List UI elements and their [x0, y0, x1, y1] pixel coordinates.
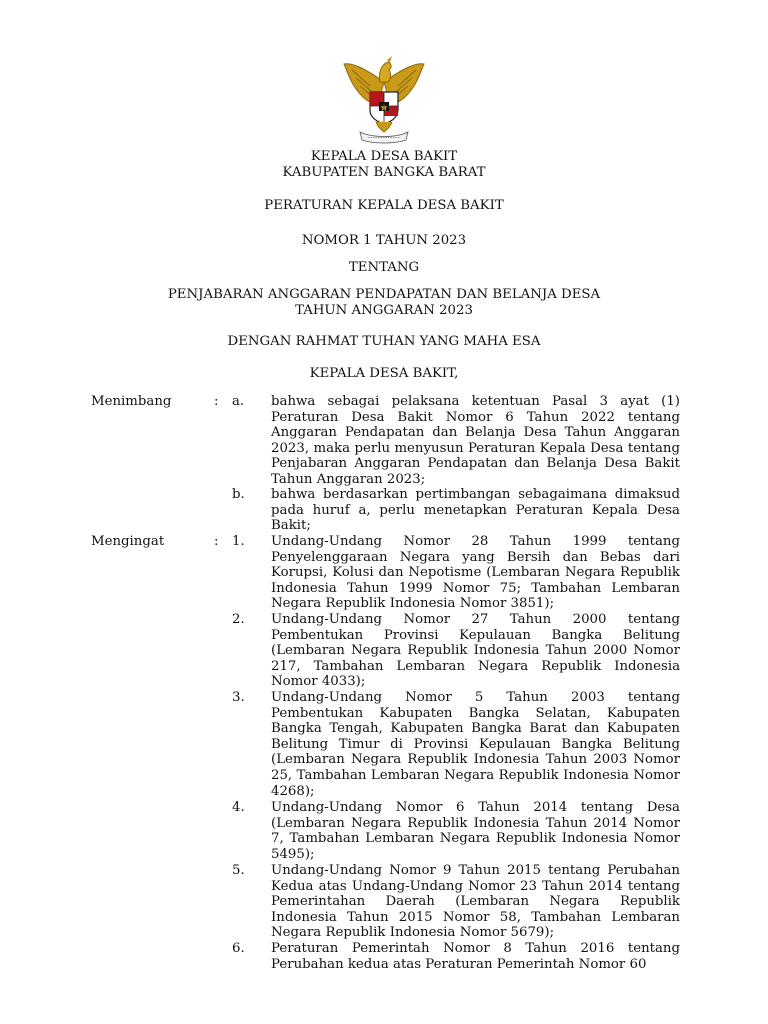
invocation: DENGAN RAHMAT TUHAN YANG MAHA ESA — [227, 334, 541, 349]
mengingat-item-6: Peraturan Pemerintah Nomor 8 Tahun 2016 tentang Perubahan kedua atas Peraturan Pemerintah Nomor 60 — [271, 941, 680, 972]
mengingat-item-1: Undang-Undang Nomor 28 Tahun 1999 tentang Penyelenggaraan Negara yang Bersih dan Bebas dari Korupsi, Kolusi dan Nepotisme (Lembaran Negara Republik Indonesia Tahun 1999 Nomor 75; Tambahan Lembaran Negara Republik Indonesia Nomor 3851); — [271, 534, 680, 612]
menimbang-item-a: bahwa sebagai pelaksana ketentuan Pasal 3 ayat (1) Peraturan Desa Bakit Nomor 6 Tahun 2022 tentang Anggaran Pendapatan dan Belanja Desa Tahun Anggaran 2023, maka perlu menyusun Peraturan Kepala Desa tentang Penjabaran Anggaran Pendapatan dan Belanja Desa Bakit Tahun Anggaran 2023; — [271, 394, 680, 487]
mengingat-colon: : — [214, 534, 219, 549]
mengingat-marker-2: 2. — [232, 612, 245, 627]
authority-heading: KEPALA DESA BAKIT, — [309, 366, 459, 381]
about-heading: TENTANG — [348, 260, 420, 275]
menimbang-colon: : — [214, 394, 219, 409]
menimbang-marker-b: b. — [232, 487, 245, 502]
menimbang-marker-a: a. — [232, 394, 245, 409]
garuda-emblem-icon — [340, 52, 428, 144]
village-head-title: KEPALA DESA BAKIT — [310, 149, 458, 164]
mengingat-item-2: Undang-Undang Nomor 27 Tahun 2000 tentang Pembentukan Provinsi Kepulauan Bangka Belitung (Lembaran Negara Republik Indonesia Tahun 2000 Nomor 217, Tambahan Lembaran Negara Republik Indonesia Nomor 4033); — [271, 612, 680, 690]
mengingat-marker-5: 5. — [232, 863, 245, 878]
mengingat-marker-4: 4. — [232, 800, 245, 815]
mengingat-item-3: Undang-Undang Nomor 5 Tahun 2003 tentang Pembentukan Kabupaten Bangka Selatan, Kabupaten Bangka Tengah, Kabupaten Bangka Barat dan Kabupaten Belitung Timur di Provinsi Kepulauan Bangka Belitung (Lembaran Negara Republik Indonesia Tahun 2003 Nomor 25, Tambahan Lembaran Negara Republik Indonesia Nomor 4268); — [271, 690, 680, 799]
subject-line-1: PENJABARAN ANGGARAN PENDAPATAN DAN BELANJA DESA — [167, 287, 601, 302]
regulation-title: PERATURAN KEPALA DESA BAKIT — [264, 198, 504, 213]
subject-line-2: TAHUN ANGGARAN 2023 — [295, 303, 473, 318]
mengingat-marker-3: 3. — [232, 690, 245, 705]
mengingat-item-4: Undang-Undang Nomor 6 Tahun 2014 tentang Desa (Lembaran Negara Republik Indonesia Tahun 2014 Nomor 7, Tambahan Lembaran Negara Republik Indonesia Nomor 5495); — [271, 800, 680, 862]
mengingat-marker-6: 6. — [232, 941, 245, 956]
mengingat-item-5: Undang-Undang Nomor 9 Tahun 2015 tentang Perubahan Kedua atas Undang-Undang Nomor 23 Tahun 2014 tentang Pemerintahan Daerah (Lembaran Negara Republik Indonesia Tahun 2015 Nomor 58, Tambahan Lembaran Negara Republik Indonesia Nomor 5679); — [271, 863, 680, 941]
menimbang-item-b: bahwa berdasarkan pertimbangan sebagaimana dimaksud pada huruf a, perlu menetapkan Peraturan Kepala Desa Bakit; — [271, 487, 680, 534]
menimbang-label: Menimbang — [91, 394, 172, 409]
regency-title: KABUPATEN BANGKA BARAT — [282, 165, 486, 180]
mengingat-label: Mengingat — [91, 534, 165, 549]
mengingat-marker-1: 1. — [232, 534, 245, 549]
regulation-number: NOMOR 1 TAHUN 2023 — [301, 233, 467, 248]
